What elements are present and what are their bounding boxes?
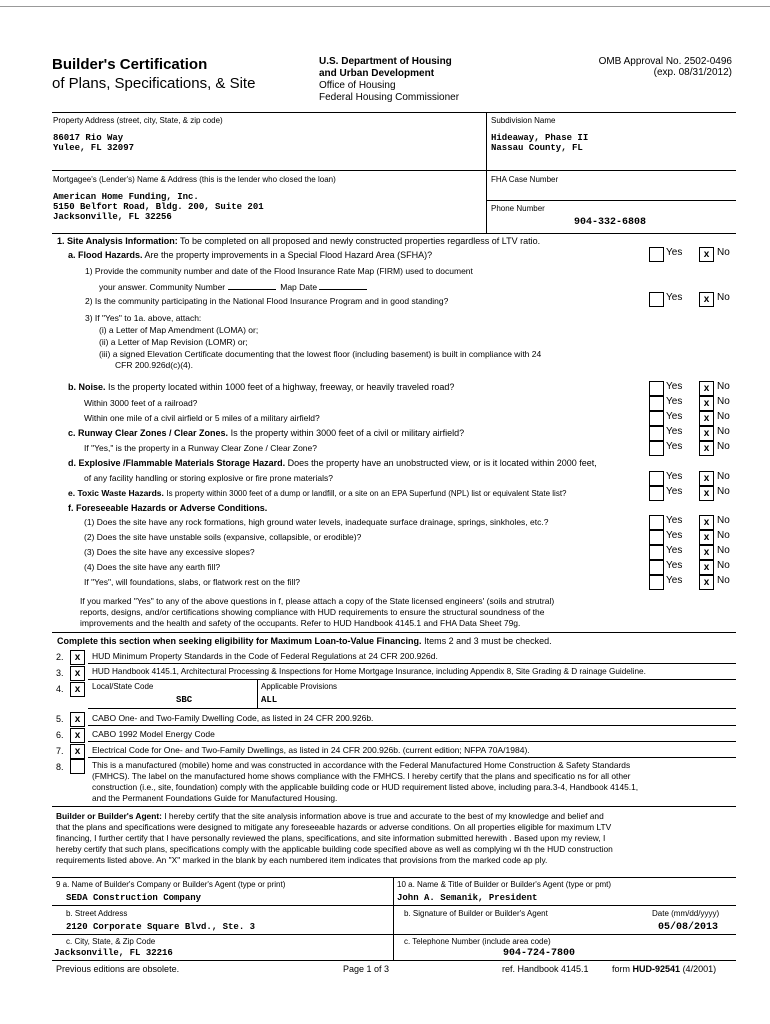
yes-label: Yes [666,530,683,541]
elevation-cert-option-cont: CFR 200.926d(c)(4). [115,360,193,370]
no-label: No [717,560,730,571]
flood-yes-checkbox[interactable] [649,247,664,262]
property-address-line2[interactable]: Yulee, FL 32097 [53,143,135,153]
runway-no-checkbox[interactable]: x [699,426,714,441]
no-label: No [717,575,730,586]
attach-instruction: 3) If "Yes" to 1a. above, attach: [85,313,202,323]
phone-label: Phone Number [491,204,545,213]
rock-formations-question: (1) Does the site have any rock formations, high ground water levels, inadequate surface drainage, springs, sinkholes, etc.? [84,517,549,527]
nfip-yes-checkbox[interactable] [649,292,664,307]
foundation-fill-no-checkbox[interactable]: x [699,575,714,590]
certification-line-1: Builder or Builder's Agent: I hereby certify that the site analysis information above is true and accurate to the best of my knowledge and belief and [56,811,604,821]
no-label: No [717,471,730,482]
fill-yes-checkbox[interactable] [649,560,664,575]
item-8-text-1: This is a manufactured (mobile) home and was constructed in accordance with the Federal Manufactured Home Construction & Safety Standards [92,760,631,770]
yes-label: Yes [666,471,683,482]
subdivision-label: Subdivision Name [491,116,556,125]
city-state-zip-value[interactable]: Jacksonville, FL 32216 [54,948,173,958]
certification-line-5: requirements listed above. An "X" marked in the blank by each numbered item indicates that provisions from the marked code ap ply. [56,855,548,865]
builder-name-title-label: 10 a. Name & Title of Builder or Builder's Agent (type or pmt) [397,880,612,889]
subdivision-line2[interactable]: Nassau County, FL [491,143,583,153]
ltv-heading: Complete this section when seeking eligibility for Maximum Loan-to-Value Financing. Items 2 and 3 must be checked. [57,636,552,646]
yes-label: Yes [666,411,683,422]
excessive-slopes-question: (3) Does the site have any excessive slopes? [84,547,255,557]
no-label: No [717,545,730,556]
yes-label: Yes [666,441,683,452]
dept-line2: and Urban Development [319,68,435,79]
item-8-text-4: and the Permanent Foundations Guide for Manufactured Housing. [92,793,338,803]
rock-no-checkbox[interactable]: x [699,515,714,530]
airfield-question: Within one mile of a civil airfield or 5 miles of a military airfield? [84,413,320,423]
form-title: Builder's Certification [52,56,208,73]
certification-line-4: hereby certify that such plans, specifications comply with the applicable building code specified above as well as complying wi th the HUD construction [56,844,613,854]
yes-label: Yes [666,426,683,437]
fill-foundation-question: If "Yes", will foundations, slabs, or flatwork rest on the fill? [84,577,300,587]
railroad-question: Within 3000 feet of a railroad? [84,398,198,408]
community-number-line: your answer. Community Number Map Date [99,281,367,292]
no-label: No [717,515,730,526]
item-3-number: 3. [56,668,64,678]
earth-fill-question: (4) Does the site have any earth fill? [84,562,221,572]
item-4-checkbox[interactable]: x [70,682,85,697]
firm-instruction: 1) Provide the community number and date of the Flood Insurance Rate Map (FIRM) used to document [85,266,473,276]
item-2-text: HUD Minimum Property Standards in the Code of Federal Regulations at 24 CFR 200.926d. [92,651,438,661]
yes-label: Yes [666,560,683,571]
property-address-label: Property Address (street, city, State, & zip code) [53,116,223,125]
no-label: No [717,426,730,437]
clear-zone-yes-checkbox[interactable] [649,441,664,456]
builder-name-title-value[interactable]: John A. Semanik, President [397,893,538,903]
item-5-text: CABO One- and Two-Family Dwelling Code, as listed in 24 CFR 200.926b. [92,713,374,723]
yes-label: Yes [666,515,683,526]
mortgagee-line2[interactable]: 5150 Belfort Road, Bldg. 200, Suite 201 [53,202,264,212]
runway-question: c. Runway Clear Zones / Clear Zones. Is the property within 3000 feet of a civil or military airfield? [68,428,465,438]
item-6-number: 6. [56,730,64,740]
subdivision-line1[interactable]: Hideaway, Phase II [491,133,589,143]
foundation-fill-yes-checkbox[interactable] [649,575,664,590]
item-8-checkbox[interactable] [70,759,85,774]
dept-line3: Office of Housing [319,80,396,91]
item-3-checkbox[interactable]: x [70,666,85,681]
airfield-no-checkbox[interactable]: x [699,411,714,426]
item-8-text-3: construction (i.e., site, foundation) comply with the applicable building code or HUD requirement listed above, including para.3-4, Handbook 4145.1, [92,782,639,792]
fill-no-checkbox[interactable]: x [699,560,714,575]
form-subtitle: of Plans, Specifications, & Site [52,75,256,92]
item-6-text: CABO 1992 Model Energy Code [92,729,215,739]
noise-no-checkbox[interactable]: x [699,381,714,396]
item-2-checkbox[interactable]: x [70,650,85,665]
section-1-heading: 1. Site Analysis Information: To be completed on all proposed and newly constructed properties regardless of LTV ratio. [57,236,541,246]
railroad-no-checkbox[interactable]: x [699,396,714,411]
item-8-text-2: (FMHCS). The label on the manufactured home shows compliance with the FMHCS. I hereby certify that the plans and specificatio ns for all other [92,771,631,781]
local-code-value[interactable]: SBC [176,695,193,705]
no-label: No [717,292,730,303]
item-3-text: HUD Handbook 4145.1, Architectural Processing & Inspections for Home Mortgage Insurance, including Appendix 8, Site Grading & D rainage Guideline. [92,667,646,676]
explosive-yes-checkbox[interactable] [649,471,664,486]
airfield-yes-checkbox[interactable] [649,411,664,426]
engineer-note-3: improvements and the health and safety of the occupants. Refer to HUD Handbook 4145.1 and FHA Data Sheet 79g. [80,618,521,628]
signature-label: b. Signature of Builder or Builder's Agent [404,909,548,918]
date-value[interactable]: 05/08/2013 [658,922,719,933]
item-6-checkbox[interactable]: x [70,728,85,743]
noise-yes-checkbox[interactable] [649,381,664,396]
engineer-note-2: reports, designs, and/or certifications showing compliance with HUD requirements to ensure the structural soundness of the [80,607,545,617]
dept-line1: U.S. Department of Housing [319,56,452,67]
railroad-yes-checkbox[interactable] [649,396,664,411]
flood-hazards-question: a. Flood Hazards. Are the property improvements in a Special Flood Hazard Area (SFHA)? [68,250,433,260]
toxic-yes-checkbox[interactable] [649,486,664,501]
yes-label: Yes [666,292,683,303]
slopes-yes-checkbox[interactable] [649,545,664,560]
certification-line-3: financing, I further certify that I have personally reviewed the plans, specifications, and site information submitted herewith . Based upon my review, I [56,833,606,843]
clear-zone-no-checkbox[interactable]: x [699,441,714,456]
yes-label: Yes [666,381,683,392]
map-date-field[interactable] [319,281,367,290]
local-code-label: Local/State Code [92,682,154,691]
noise-question: b. Noise. Is the property located within 1000 feet of a highway, freeway, or heavily traveled road? [68,382,455,392]
yes-label: Yes [666,575,683,586]
soils-no-checkbox[interactable]: x [699,530,714,545]
telephone-value[interactable]: 904-724-7800 [503,948,576,959]
previous-editions-note: Previous editions are obsolete. [56,964,180,974]
item-7-text: Electrical Code for One- and Two-Family Dwellings, as listed in 24 CFR 200.926b. (current edition; NFPA 70A/1984). [92,745,530,755]
item-5-number: 5. [56,714,64,724]
city-state-zip-label: c. City, State, & Zip Code [66,937,156,946]
mortgagee-label: Mortgagee's (Lender's) Name & Address (this is the lender who closed the loan) [53,175,336,184]
certification-line-2: that the plans and specifications were designed to mitigate any foreseeable hazards or adverse conditions. On all properties eligible for maximum LTV [56,822,612,832]
yes-label: Yes [666,486,683,497]
toxic-no-checkbox[interactable]: x [699,486,714,501]
property-address-line1[interactable]: 86017 Rio Way [53,133,124,143]
no-label: No [717,381,730,392]
fha-case-label: FHA Case Number [491,175,559,184]
yes-label: Yes [666,396,683,407]
mortgagee-line3[interactable]: Jacksonville, FL 32256 [53,212,172,222]
item-2-number: 2. [56,652,64,662]
lomr-option: (ii) a Letter of Map Revision (LOMR) or; [99,337,248,347]
community-number-field[interactable] [228,281,276,290]
form-number: form HUD-92541 (4/2001) [612,964,717,974]
item-4-number: 4. [56,684,64,694]
handbook-reference: ref. Handbook 4145.1 [502,964,589,974]
no-label: No [717,530,730,541]
flood-no-checkbox[interactable]: x [699,247,714,262]
runway-yes-checkbox[interactable] [649,426,664,441]
toxic-waste-question: e. Toxic Waste Hazards. Is property within 3000 feet of a dump or landfill, or a site on an EPA Superfund (NPL) list or equivalent State list? [68,488,567,498]
top-rule [0,6,770,7]
nfip-question: 2) Is the community participating in the National Flood Insurance Program and in good standing? [85,296,449,306]
rock-yes-checkbox[interactable] [649,515,664,530]
explosive-question: d. Explosive /Flammable Materials Storage Hazard. Does the property have an unobstructed view, or is it located within 2000 feet, [68,458,597,468]
phone-value[interactable]: 904-332-6808 [574,217,647,228]
explosive-no-checkbox[interactable]: x [699,471,714,486]
provisions-value[interactable]: ALL [261,695,278,705]
omb-expiration: (exp. 08/31/2012) [653,67,732,78]
mortgagee-line1[interactable]: American Home Funding, Inc. [53,192,199,202]
foreseeable-hazards-heading: f. Foreseeable Hazards or Adverse Conditions. [68,503,268,513]
loma-option: (i) a Letter of Map Amendment (LOMA) or; [99,325,259,335]
no-label: No [717,411,730,422]
engineer-note-1: If you marked "Yes" to any of the above questions in f, please attach a copy of the State licensed engineers' (soils and strutral) [80,596,555,606]
item-8-number: 8. [56,762,64,772]
no-label: No [717,441,730,452]
street-address-value[interactable]: 2120 Corporate Square Blvd., Ste. 3 [66,922,256,932]
item-7-checkbox[interactable]: x [70,744,85,759]
unstable-soils-question: (2) Does the site have unstable soils (expansive, collapsible, or erodible)? [84,532,362,542]
yes-label: Yes [666,545,683,556]
no-label: No [717,396,730,407]
builder-company-value[interactable]: SEDA Construction Company [66,893,202,903]
dept-line4: Federal Housing Commissioner [319,92,460,103]
elevation-cert-option: (iii) a signed Elevation Certificate documenting that the lowest floor (including basement) is built in compliance with 24 [99,349,542,359]
builder-company-label: 9 a. Name of Builder's Company or Builder's Agent (type or print) [56,880,286,889]
soils-yes-checkbox[interactable] [649,530,664,545]
no-label: No [717,486,730,497]
street-address-label: b. Street Address [66,909,128,918]
item-7-number: 7. [56,746,64,756]
clear-zone-question: If "Yes," is the property in a Runway Clear Zone / Clear Zone? [84,443,317,453]
page-number: Page 1 of 3 [343,964,390,974]
explosive-question-cont: of any facility handling or storing explosive or fire prone materials? [84,473,333,483]
no-label: No [717,247,730,258]
omb-number: OMB Approval No. 2502-0496 [598,56,732,67]
item-5-checkbox[interactable]: x [70,712,85,727]
telephone-label: c. Telephone Number (include area code) [404,937,551,946]
provisions-label: Applicable Provisions [261,682,338,691]
nfip-no-checkbox[interactable]: x [699,292,714,307]
date-label: Date (mm/dd/yyyy) [652,909,720,918]
yes-label: Yes [666,247,683,258]
slopes-no-checkbox[interactable]: x [699,545,714,560]
